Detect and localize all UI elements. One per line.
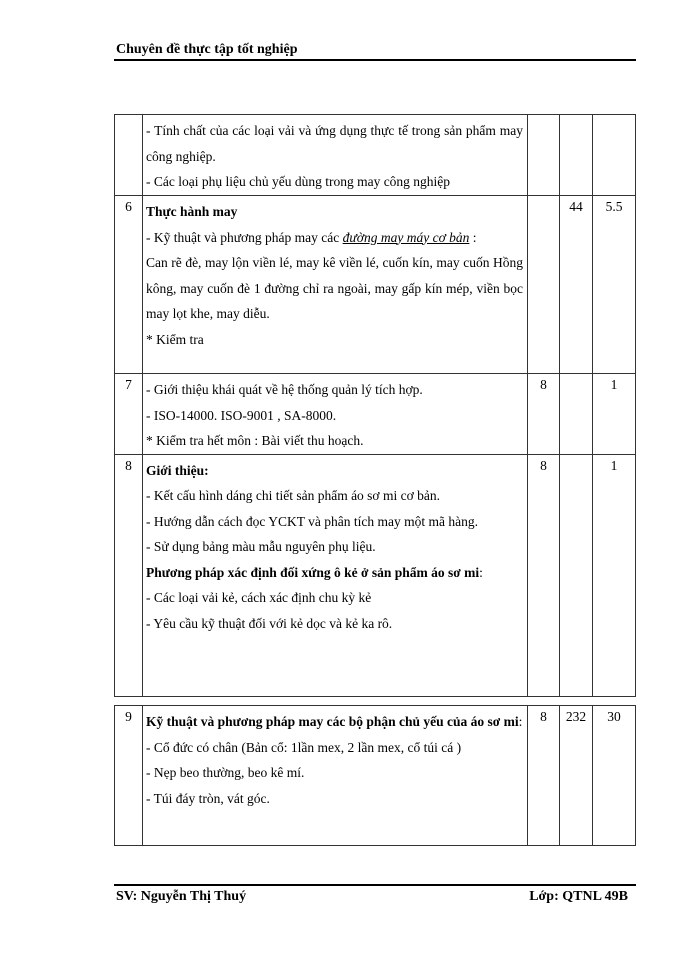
col3-value	[528, 115, 560, 196]
row-content	[143, 706, 528, 846]
content-line: - Hướng dẫn cách đọc YCKT và phân tích may một mã hàng.	[146, 513, 478, 529]
content-line: - Kết cấu hình dáng chi tiết sản phẩm áo sơ mi cơ bản.	[146, 488, 440, 503]
table-row	[115, 706, 636, 846]
content-line: - Các loại phụ liệu chủ yếu dùng trong may công nghiệp	[146, 174, 451, 189]
footer-rule	[114, 884, 636, 886]
col3-value	[528, 196, 560, 374]
table-row	[115, 115, 636, 196]
row-title: Giới thiệu:	[146, 462, 209, 478]
content-line: * Kiểm tra	[146, 331, 204, 347]
content-line	[146, 225, 523, 251]
content-line: - Cổ đức có chân (Bản cổ: 1lần mex, 2 lần mex, cổ túi cá )	[146, 739, 462, 755]
row-content	[143, 196, 528, 374]
table-row	[115, 196, 636, 374]
row-number: 8	[115, 454, 143, 696]
col4-value	[560, 454, 593, 696]
col3-value: 8	[528, 454, 560, 696]
row-number: 9	[115, 706, 143, 846]
content-line: - Túi đáy tròn, vát góc.	[146, 790, 270, 806]
row-title	[146, 709, 523, 735]
header-rule	[114, 59, 636, 61]
syllabus-table	[114, 114, 636, 697]
row-number: 7	[115, 374, 143, 455]
content-line: * Kiểm tra hết môn : Bài viết thu hoạch.	[146, 433, 364, 448]
text: - Kỹ thuật và phương pháp may các	[146, 229, 343, 245]
col5-value	[593, 115, 636, 196]
row-content	[143, 374, 528, 455]
content-line: - Các loại vải kẻ, cách xác định chu kỳ kẻ	[146, 590, 372, 605]
content-line: - ISO-14000. ISO-9001 , SA-8000.	[146, 407, 337, 423]
syllabus-table-continued	[114, 705, 636, 846]
text: :	[469, 229, 477, 245]
header-title: Chuyên đề thực tập tốt nghiệp	[116, 42, 298, 57]
col5-value: 1	[593, 374, 636, 455]
col5-value: 5.5	[593, 196, 636, 374]
subtitle-text: Phương pháp xác định đối xứng ô kẻ ở sản phẩm áo sơ mi	[146, 564, 480, 580]
content-line: - Tính chất của các loại vải và ứng dụng thực tế trong sản phẩm may công nghiệp.	[146, 123, 523, 164]
col4-value	[560, 115, 593, 196]
row-title: Thực hành may	[146, 204, 238, 219]
col5-value: 1	[593, 454, 636, 696]
col3-value: 8	[528, 374, 560, 455]
footer-student: SV: Nguyễn Thị Thuý	[116, 889, 247, 904]
row-subtitle	[146, 560, 523, 586]
col4-value	[560, 374, 593, 455]
row-number: 6	[115, 196, 143, 374]
content-line: - Giới thiệu khái quát về hệ thống quản lý tích hợp.	[146, 382, 423, 397]
col4-value: 232	[560, 706, 593, 846]
content-line: - Yêu cầu kỹ thuật đối với kẻ dọc và kẻ ka rô.	[146, 615, 393, 631]
content-line: Can rẽ đè, may lộn viền lé, may kê viền lé, cuốn kín, may cuốn Hồng kông, may cuốn đè 1 đường chỉ ra ngoài, may gấp kín mép, viền bọc may lọt khe, may diễu.	[146, 255, 523, 321]
table-row	[115, 454, 636, 696]
text: :	[518, 714, 523, 729]
text: :	[479, 564, 483, 580]
content-line: - Sử dụng bảng màu mẫu nguyên phụ liệu.	[146, 539, 376, 554]
content-line: - Nẹp beo thường, beo kê mí.	[146, 765, 305, 780]
row-content	[143, 115, 528, 196]
col3-value: 8	[528, 706, 560, 846]
row-number	[115, 115, 143, 196]
footer-class: Lớp: QTNL 49B	[529, 889, 628, 904]
table-row	[115, 374, 636, 455]
col4-value: 44	[560, 196, 593, 374]
row-content	[143, 454, 528, 696]
col5-value: 30	[593, 706, 636, 846]
emphasis-text: đường may máy cơ bản	[342, 229, 470, 245]
title-text: Kỹ thuật và phương pháp may các bộ phận chủ yếu của áo sơ mi	[146, 714, 519, 729]
